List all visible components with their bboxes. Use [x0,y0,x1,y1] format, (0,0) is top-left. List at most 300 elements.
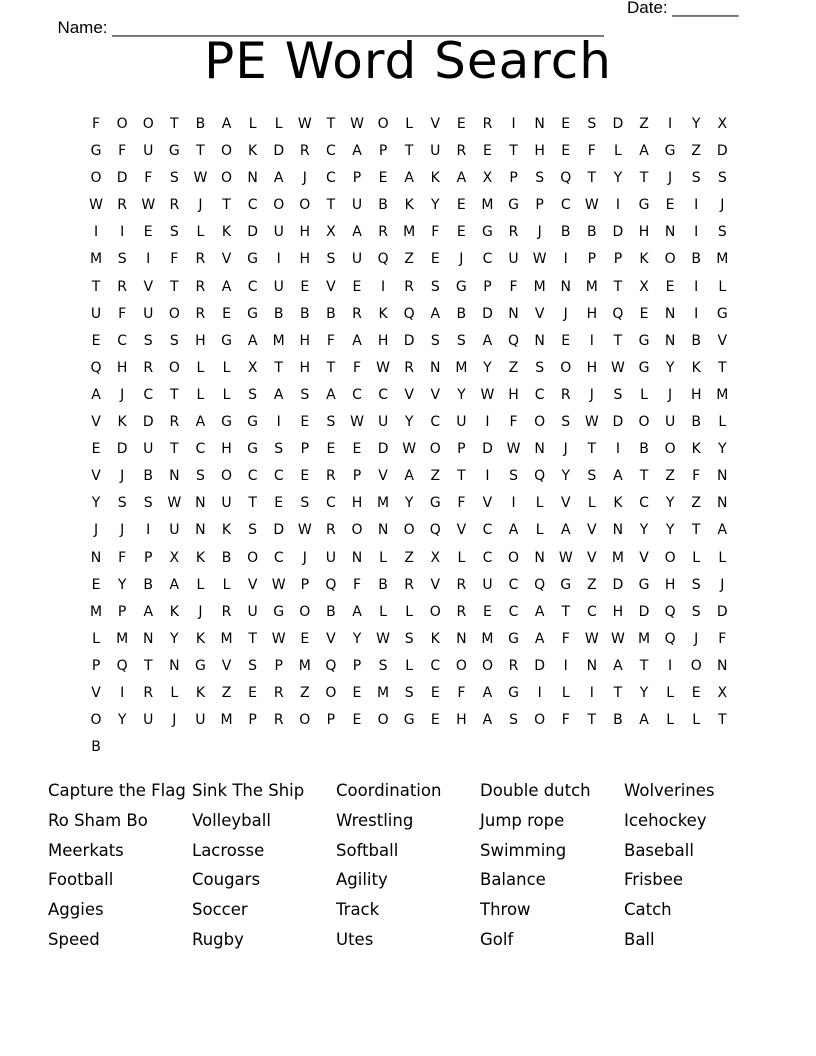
grid-letter: M [298,657,311,674]
grid-letter: S [535,359,545,376]
word-list-item: Wolverines [624,781,715,800]
grid-letter: B [143,468,154,485]
grid-letter: P [300,576,310,593]
grid-letter: Q [116,657,128,674]
grid-letter: Q [664,603,676,620]
word-list-item: Capture the Flag [48,781,186,800]
grid-letter: J [720,576,725,593]
grid-letter: M [377,684,390,701]
grid-letter: C [560,197,571,214]
grid-letter: Q [560,170,572,187]
grid-letter: R [195,305,206,322]
grid-letter: P [352,170,362,187]
grid-letter: S [587,468,597,485]
grid-letter: L [170,684,179,701]
grid-letter: W [611,630,625,647]
grid-letter: X [717,684,728,701]
grid-letter: Y [639,522,649,539]
grid-letter: T [509,143,518,160]
grid-letter: G [508,684,519,701]
grid-letter: D [612,116,624,132]
grid-letter: E [91,332,101,349]
grid-letter: Z [404,251,414,268]
grid-letter: G [273,603,285,620]
grid-letter: T [613,684,623,701]
grid-letter: Y [170,630,179,647]
grid-letter: H [690,386,702,403]
grid-letter: N [351,549,363,566]
grid-letter: F [561,630,570,647]
grid-letter: U [664,414,676,431]
grid-letter: W [350,414,364,431]
grid-letter: T [639,657,649,674]
grid-letter: J [198,197,203,214]
grid-letter: S [509,468,518,485]
grid-letter: A [352,143,362,160]
grid-letter: X [717,116,728,132]
grid-letter: B [143,576,154,593]
grid-letter: E [300,630,310,647]
grid-letter: P [326,712,336,729]
grid-letter: K [639,251,649,268]
grid-letter: E [143,224,153,241]
grid-letter: W [297,116,312,132]
grid-letter: S [613,386,623,403]
word-list-item: Soccer [192,900,248,920]
word-list-item: Swimming [480,840,567,860]
grid-letter: R [508,657,519,674]
grid-letter: A [273,170,284,187]
grid-letter: G [247,441,259,458]
grid-letter: S [691,576,701,593]
grid-letter: Q [90,359,102,376]
grid-letter: R [169,414,180,431]
word-list-item: Cougars [192,870,261,890]
word-list-item: Speed [48,929,100,949]
grid-letter: M [611,549,624,566]
grid-letter: Q [508,332,520,349]
grid-letter: Y [117,712,127,729]
grid-letter: W [141,197,156,214]
grid-letter: S [587,116,597,132]
grid-letter: J [694,630,699,647]
word-list-item: Wrestling [336,810,414,830]
grid-letter: G [716,305,728,322]
grid-letter: U [195,712,206,729]
grid-letter: E [483,603,492,620]
grid-letter: R [143,359,154,376]
grid-letter: A [143,603,154,620]
grid-letter: L [535,495,544,512]
word-list-item: Rugby [192,929,244,949]
grid-letter: N [508,305,519,322]
grid-letter: C [430,414,441,431]
grid-letter: B [273,305,284,322]
grid-letter: R [195,278,206,295]
grid-letter: L [692,712,701,729]
grid-letter: U [143,305,154,322]
grid-letter: W [480,386,495,403]
grid-letter: C [482,251,493,268]
grid-letter: E [352,278,362,295]
grid-letter: E [561,332,571,349]
grid-letter: I [668,116,673,132]
grid-letter: H [664,576,676,593]
grid-letter: B [456,305,467,322]
grid-letter: I [146,522,151,539]
grid-letter: W [532,251,547,268]
grid-letter: I [615,197,620,214]
word-list-item: Lacrosse [192,840,265,860]
grid-letter: N [169,657,180,674]
grid-letter: G [247,414,259,431]
grid-letter: U [221,495,232,512]
grid-letter: R [326,468,336,485]
grid-letter: B [560,224,571,241]
grid-letter: T [404,143,414,160]
word-list-item: Agility [336,870,388,890]
grid-letter: K [691,359,701,376]
grid-letter: T [613,278,623,295]
grid-letter: Z [508,359,519,376]
grid-letter: I [694,278,699,295]
word-list-item: Meerkats [48,840,124,860]
grid-letter: W [193,170,208,187]
grid-letter: A [326,386,336,403]
grid-letter: Y [613,170,623,187]
grid-letter: L [718,549,727,566]
grid-letter: E [91,576,101,593]
grid-letter: T [222,197,231,214]
grid-letter: V [326,630,336,647]
grid-letter: R [221,603,232,620]
grid-letter: C [326,495,336,512]
grid-letter: V [587,522,597,539]
grid-letter: A [352,332,362,349]
grid-letter: L [718,278,727,295]
grid-letter: U [351,197,363,214]
grid-letter: B [691,332,701,349]
grid-letter: F [92,116,101,132]
grid-letter: I [563,251,568,268]
grid-letter: G [403,712,415,729]
grid-letter: D [482,441,493,458]
grid-letter: P [483,278,492,295]
grid-letter: D [612,224,624,241]
grid-letter: U [325,549,337,566]
grid-letter: P [378,143,388,160]
grid-letter: L [405,603,414,620]
grid-letter: G [168,143,180,160]
grid-letter: S [404,630,414,647]
grid-letter: W [89,197,103,214]
grid-letter: K [195,630,206,647]
grid-letter: G [638,359,650,376]
grid-letter: V [430,116,441,132]
grid-letter: M [116,630,129,647]
grid-letter: Q [534,576,546,593]
grid-letter: E [665,278,675,295]
grid-letter: S [378,657,388,674]
grid-letter: N [664,224,676,241]
grid-letter: A [273,386,284,403]
grid-letter: C [247,278,258,295]
grid-letter: L [457,549,466,566]
grid-letter: D [612,414,624,431]
grid-letter: O [351,522,363,539]
grid-letter: H [534,143,545,160]
grid-letter: F [170,251,179,268]
grid-letter: B [91,739,101,756]
grid-letter: E [639,305,649,322]
grid-letter: N [534,332,545,349]
word-list-item: Double dutch [480,781,591,800]
grid-letter: J [120,468,125,485]
grid-letter: S [717,170,727,187]
grid-letter: G [90,143,102,160]
grid-letter: Z [691,495,701,512]
grid-letter: S [456,332,466,349]
word-list-item: Aggies [48,900,104,920]
grid-letter: M [455,359,468,376]
grid-letter: T [326,197,336,214]
grid-letter: F [587,143,596,160]
grid-letter: Z [691,143,701,160]
grid-letter: Y [91,495,101,512]
grid-letter: O [534,414,546,431]
grid-letter: B [195,116,206,132]
grid-letter: O [142,116,154,132]
grid-letter: W [506,441,521,458]
grid-letter: E [352,684,362,701]
grid-letter: F [352,576,362,593]
grid-letter: H [586,305,598,322]
grid-letter: J [302,170,307,187]
grid-letter: I [589,684,594,701]
grid-letter: C [352,386,362,403]
grid-letter: U [90,305,102,322]
grid-letter: C [482,549,493,566]
grid-letter: J [120,386,125,403]
grid-letter: K [378,305,388,322]
grid-letter: D [273,522,285,539]
grid-letter: K [248,143,258,160]
grid-letter: A [221,116,232,132]
grid-letter: S [248,386,258,403]
grid-letter: R [143,684,154,701]
grid-letter: C [508,576,519,593]
grid-letter: H [195,332,206,349]
grid-letter: V [221,251,232,268]
grid-letter: M [533,278,546,295]
word-list-item: Frisbee [624,870,684,890]
grid-letter: E [326,441,336,458]
grid-letter: T [561,603,571,620]
grid-letter: A [456,170,467,187]
grid-letter: A [195,414,206,431]
grid-letter: M [377,495,390,512]
grid-letter: P [117,603,127,620]
grid-letter: O [664,441,676,458]
grid-letter: U [351,251,363,268]
grid-letter: O [690,657,702,674]
grid-letter: D [638,603,650,620]
grid-letter: E [483,143,492,160]
grid-letter: C [586,603,597,620]
grid-letter: N [717,468,728,485]
grid-letter: P [509,170,518,187]
grid-letter: O [299,712,311,729]
grid-letter: R [482,116,493,132]
grid-letter: W [611,359,625,376]
grid-letter: S [509,712,518,729]
grid-letter: I [511,495,516,512]
grid-letter: I [93,224,99,241]
word-list-item: Golf [480,929,514,949]
grid-letter: B [326,305,336,322]
grid-letter: A [91,386,101,403]
grid-letter: F [509,278,518,295]
grid-letter: E [691,684,701,701]
word-list-item: Ball [624,929,655,949]
grid-letter: A [482,712,493,729]
grid-letter: R [169,197,180,214]
word-list-item: Track [336,900,380,920]
grid-letter: N [717,657,728,674]
grid-letter: U [377,414,389,431]
grid-letter: I [537,684,542,701]
grid-letter: G [221,414,232,431]
grid-letter: O [116,116,128,132]
grid-letter: M [403,224,416,241]
grid-letter: F [144,170,153,187]
grid-letter: B [299,305,310,322]
grid-letter: E [352,712,362,729]
grid-letter: N [534,549,545,566]
grid-letter: I [381,278,386,295]
grid-letter: O [429,603,441,620]
grid-letter: S [326,251,336,268]
grid-letter: C [378,386,388,403]
grid-letter: R [117,197,127,214]
grid-letter: B [613,712,623,729]
grid-letter: G [221,332,232,349]
grid-letter: Y [718,441,727,458]
grid-letter: V [534,305,545,322]
grid-letter: L [614,143,622,160]
grid-letter: I [276,414,281,431]
grid-letter: Z [300,684,310,701]
grid-letter: D [716,143,728,160]
grid-letter: A [404,468,414,485]
grid-letter: W [271,630,286,647]
grid-letter: S [430,278,440,295]
grid-letter: C [273,468,284,485]
grid-letter: R [456,143,467,160]
grid-letter: F [457,684,466,701]
grid-letter: A [430,305,441,322]
grid-letter: O [560,359,572,376]
grid-letter: O [377,712,389,729]
grid-letter: O [403,522,415,539]
grid-letter: R [299,143,310,160]
grid-letter: X [639,278,649,295]
grid-letter: T [718,359,727,376]
grid-letter: M [220,630,233,647]
grid-letter: O [638,414,650,431]
grid-letter: O [377,116,389,132]
grid-letter: R [456,603,467,620]
grid-letter: V [404,386,414,403]
grid-letter: B [221,549,232,566]
grid-letter: F [718,630,727,647]
grid-letter: U [169,522,180,539]
word-list-item: Volleyball [192,810,271,830]
grid-letter: W [297,522,312,539]
grid-letter: P [613,251,623,268]
word-list-item: Sink The Ship [192,781,305,800]
grid-letter: A [560,522,571,539]
grid-letter: J [93,522,99,539]
grid-letter: C [326,143,336,160]
grid-letter: J [720,197,725,214]
grid-letter: E [561,143,571,160]
grid-letter: T [170,116,179,132]
grid-letter: F [457,495,466,512]
grid-letter: D [247,224,258,241]
grid-letter: N [586,657,598,674]
grid-letter: V [143,278,154,295]
grid-letter: Q [429,522,441,539]
grid-letter: H [351,495,363,512]
grid-letter: K [195,549,206,566]
grid-letter: O [455,657,467,674]
grid-letter: T [170,441,179,458]
grid-letter: E [561,116,571,132]
grid-letter: C [117,332,128,349]
grid-letter: F [118,549,127,566]
grid-letter: H [299,332,311,349]
grid-letter: S [300,495,310,512]
grid-letter: Y [117,576,127,593]
grid-letter: L [222,576,231,593]
grid-letter: S [691,603,701,620]
grid-letter: R [560,386,571,403]
grid-letter: L [222,359,231,376]
grid-letter: V [430,386,441,403]
grid-letter: D [116,170,128,187]
grid-letter: S [248,522,258,539]
grid-letter: Y [430,197,440,214]
grid-letter: V [91,414,101,431]
grid-letter: G [560,576,572,593]
grid-letter: O [481,657,493,674]
grid-letter: I [485,468,490,485]
grid-letter: W [558,549,573,566]
grid-letter: G [247,305,259,322]
grid-letter: K [169,603,179,620]
grid-letter: Q [664,630,676,647]
grid-letter: Y [404,414,414,431]
grid-letter: L [561,684,570,701]
grid-letter: O [273,197,285,214]
word-list-item: Football [48,870,114,890]
grid-letter: J [537,224,542,241]
grid-letter: T [457,468,466,485]
grid-letter: Y [483,359,492,376]
grid-letter: A [639,712,649,729]
grid-letter: E [91,441,101,458]
